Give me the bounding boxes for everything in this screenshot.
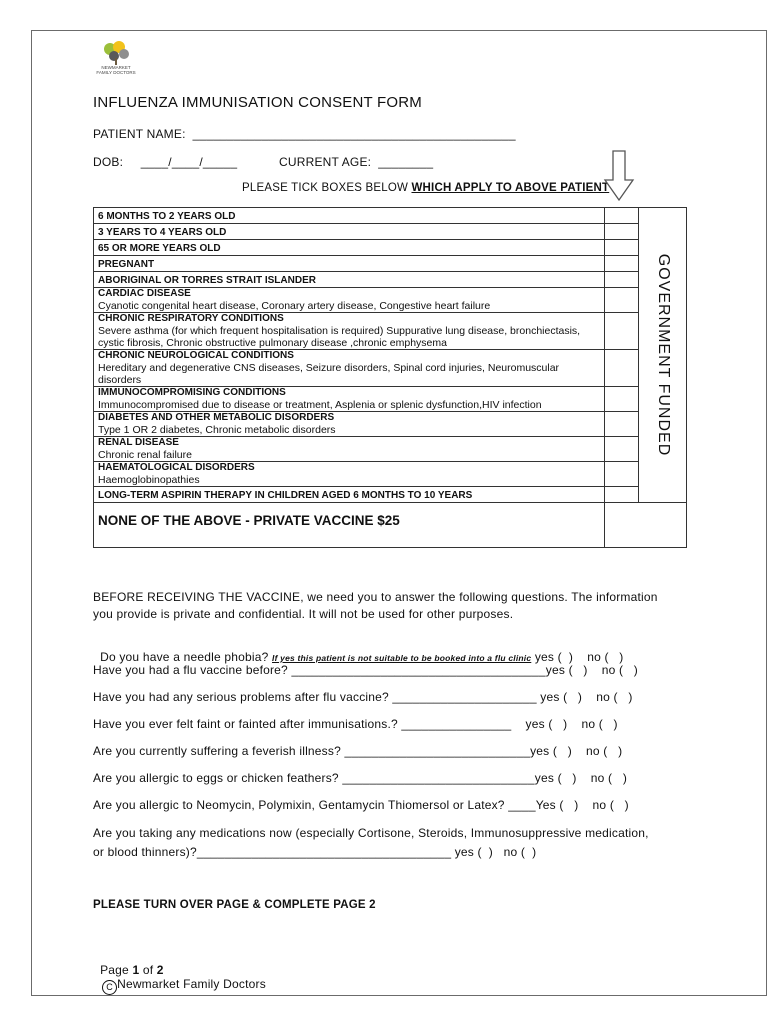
condition-description: Cyanotic congenital heart disease, Coronary artery disease, Congestive heart failure	[98, 300, 491, 312]
condition-row	[94, 462, 687, 487]
question-egg-allergy[interactable]: Are you allergic to eggs or chicken feathers? ____________________________yes ( ) no ( )	[93, 771, 628, 785]
government-funded-label: GOVERNMENT FUNDED	[654, 253, 672, 457]
condition-row	[94, 288, 687, 313]
form-title: INFLUENZA IMMUNISATION CONSENT FORM	[93, 94, 422, 111]
condition-cell	[94, 288, 605, 313]
down-arrow-icon	[603, 150, 635, 202]
condition-cell	[94, 313, 605, 350]
condition-description: Chronic renal failure	[98, 449, 192, 461]
condition-header: HAEMATOLOGICAL DISORDERS	[98, 462, 255, 473]
tick-box[interactable]	[605, 487, 639, 503]
private-vaccine-cell	[94, 503, 605, 548]
tick-box[interactable]	[605, 462, 639, 487]
private-vaccine-label: NONE OF THE ABOVE - PRIVATE VACCINE $25	[98, 513, 400, 528]
condition-header: DIABETES AND OTHER METABOLIC DISORDERS	[98, 412, 335, 423]
tick-instruction: PLEASE TICK BOXES BELOW WHICH APPLY TO ABOVE PATIENT	[242, 182, 610, 194]
condition-description: Haemoglobinopathies	[98, 474, 200, 486]
question-neomycin-allergy[interactable]: Are you allergic to Neomycin, Polymixin, Gentamycin Thiomersol or Latex? ____Yes ( ) no ( )	[93, 798, 629, 812]
condition-header: IMMUNOCOMPROMISING CONDITIONS	[98, 387, 286, 398]
condition-cell	[94, 272, 605, 288]
condition-cell	[94, 256, 605, 272]
condition-row	[94, 387, 687, 412]
condition-cell	[94, 350, 605, 387]
logo-text: NEWMARKET FAMILY DOCTORS	[96, 65, 136, 75]
condition-description: Immunocompromised due to disease or treatment, Asplenia or splenic dysfunction,HIV infection	[98, 399, 542, 411]
condition-row	[94, 350, 687, 387]
current-age-field[interactable]: CURRENT AGE: ________	[279, 155, 434, 169]
conditions-table	[93, 207, 687, 548]
condition-header: ABORIGINAL OR TORRES STRAIT ISLANDER	[98, 275, 316, 286]
tick-box[interactable]	[605, 350, 639, 387]
tick-box[interactable]	[605, 313, 639, 350]
question-serious-problems[interactable]: Have you had any serious problems after flu vaccine? _____________________ yes ( ) no ( )	[93, 690, 633, 704]
condition-header: RENAL DISEASE	[98, 437, 179, 448]
condition-header: CARDIAC DISEASE	[98, 288, 191, 299]
condition-row	[94, 412, 687, 437]
question-flu-vaccine-before[interactable]: Have you had a flu vaccine before? _____________________________________yes ( ) no ( )	[93, 663, 639, 677]
tick-box[interactable]	[605, 387, 639, 412]
condition-row	[94, 437, 687, 462]
condition-cell	[94, 412, 605, 437]
condition-header: CHRONIC NEUROLOGICAL CONDITIONS	[98, 350, 294, 361]
tick-box[interactable]	[605, 256, 639, 272]
flu-clinic-note: If yes this patient is not suitable to be booked into a flu clinic	[272, 653, 532, 663]
condition-row	[94, 224, 687, 240]
condition-cell	[94, 208, 605, 224]
condition-header: 3 YEARS TO 4 YEARS OLD	[98, 227, 227, 238]
condition-cell	[94, 437, 605, 462]
dob-field[interactable]: DOB: ____/____/_____	[93, 155, 238, 169]
question-fainted[interactable]: Have you ever felt faint or fainted after immunisations.? ________________ yes ( ) no ( )	[93, 717, 618, 731]
question-needle-phobia[interactable]: Do you have a needle phobia? If yes this patient is not suitable to be booked into a flu clinic yes ( ) no ( )	[100, 650, 624, 664]
condition-header: 65 OR MORE YEARS OLD	[98, 243, 221, 254]
condition-cell	[94, 462, 605, 487]
condition-cell	[94, 387, 605, 412]
condition-header: 6 MONTHS TO 2 YEARS OLD	[98, 211, 236, 222]
government-funded-column	[639, 208, 687, 503]
condition-cell	[94, 224, 605, 240]
tick-box[interactable]	[605, 412, 639, 437]
condition-description: Type 1 OR 2 diabetes, Chronic metabolic disorders	[98, 424, 336, 436]
condition-header: CHRONIC RESPIRATORY CONDITIONS	[98, 313, 284, 324]
condition-header: LONG-TERM ASPIRIN THERAPY IN CHILDREN AGED 6 MONTHS TO 10 YEARS	[98, 490, 473, 501]
private-vaccine-row	[94, 503, 687, 548]
condition-cell	[94, 240, 605, 256]
tick-box[interactable]	[605, 240, 639, 256]
intro-line-1: BEFORE RECEIVING THE VACCINE, we need you to answer the following questions. The information	[93, 590, 658, 604]
turn-over-notice: PLEASE TURN OVER PAGE & COMPLETE PAGE 2	[93, 899, 376, 911]
copyright-icon: C	[102, 980, 117, 995]
condition-description: Severe asthma (for which frequent hospitalisation is required) Suppurative lung disease, bronchiectasis, cystic fibrosis, Chronic obstructive pulmonary disease ,chronic emphysema	[98, 325, 581, 349]
intro-line-2: you provide is private and confidential. It will not be used for other purposes.	[93, 607, 514, 621]
patient-name-field[interactable]: PATIENT NAME: _______________________________________________	[93, 127, 516, 141]
condition-row	[94, 272, 687, 288]
tick-box[interactable]	[605, 437, 639, 462]
tick-box[interactable]	[605, 224, 639, 240]
condition-row	[94, 240, 687, 256]
condition-description: Hereditary and degenerative CNS diseases, Seizure disorders, Spinal cord injuries, Neuromuscular disorders	[98, 362, 560, 386]
condition-row	[94, 208, 687, 224]
question-medications-line-1[interactable]: Are you taking any medications now (especially Cortisone, Steroids, Immunosuppressive medication,	[93, 826, 649, 840]
question-medications-line-2[interactable]: or blood thinners)?_____________________________________ yes ( ) no ( )	[93, 845, 537, 859]
private-vaccine-tick-box[interactable]	[605, 503, 687, 548]
condition-header: PREGNANT	[98, 259, 155, 270]
tick-box[interactable]	[605, 288, 639, 313]
condition-row	[94, 487, 687, 503]
condition-row	[94, 256, 687, 272]
question-feverish-illness[interactable]: Are you currently suffering a feverish illness? ___________________________yes ( ) no ( )	[93, 744, 623, 758]
condition-cell	[94, 487, 605, 503]
tick-box[interactable]	[605, 208, 639, 224]
tick-box[interactable]	[605, 272, 639, 288]
page-footer: Page 1 of 2 C Newmarket Family Doctors	[93, 949, 266, 995]
condition-row	[94, 313, 687, 350]
